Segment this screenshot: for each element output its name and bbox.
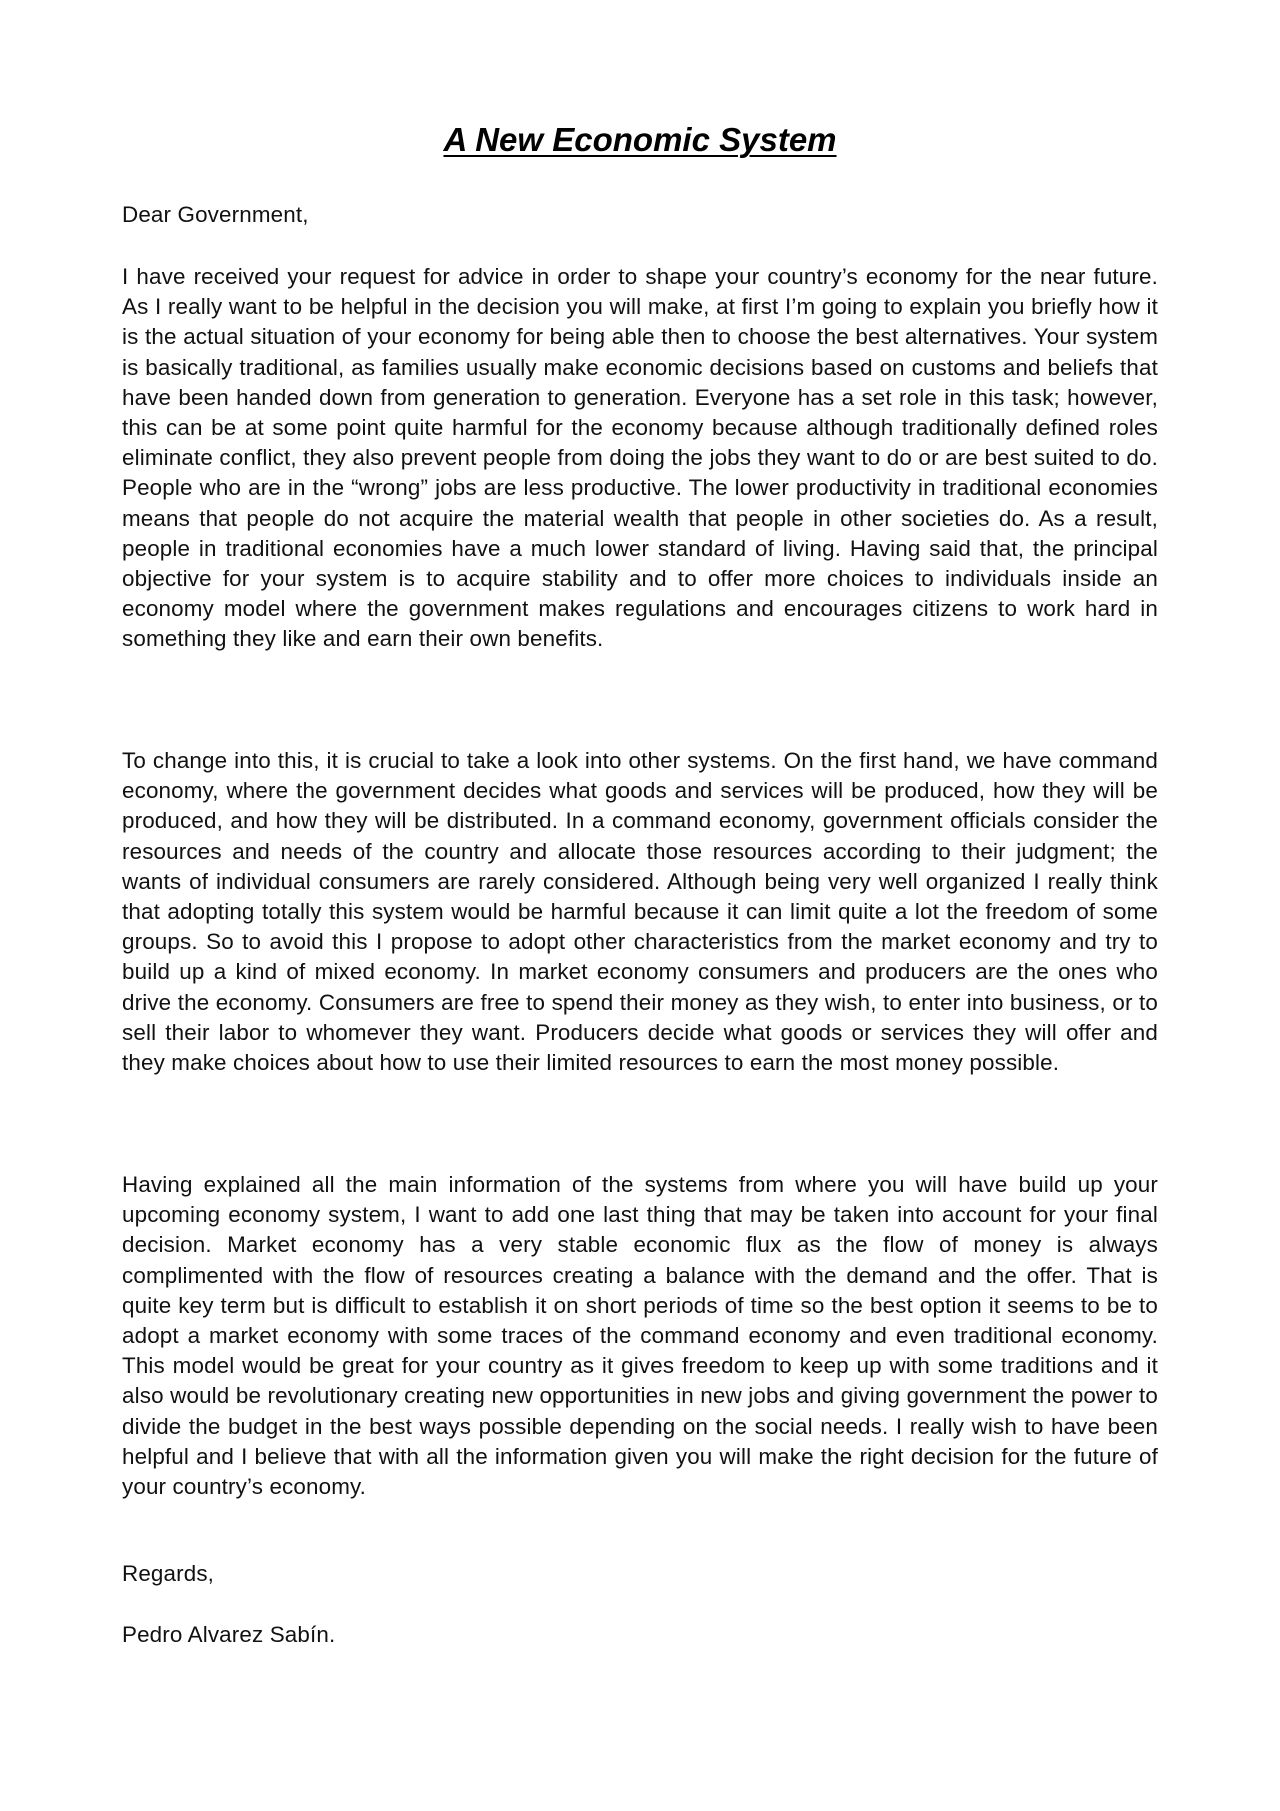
salutation: Dear Government, — [122, 202, 309, 227]
body-paragraph-1: I have received your request for advice in order to shape your country’s economy for the near future. As I really want to be helpful in the decision you will make, at first I’m going to explain you briefly how it is the actual situation of your economy for being able then to choose the best alternatives. Your system is basically traditional, as families usually make economic decisions based on customs and beliefs that have been handed down from generation to generation. Everyone has a set role in this task; however, this can be at some point quite harmful for the economy because although traditionally defined roles eliminate conflict, they also prevent people from doing the jobs they want to do or are best suited to do. People who are in the “wrong” jobs are less productive. The lower productivity in traditional economies means that people do not acquire the material wealth that people in other societies do. As a result, people in traditional economies have a much lower standard of living. Having said that, the principal objective for your system is to acquire stability and to offer more choices to individuals inside an economy model where the government makes regulations and encourages citizens to work hard in something they like and earn their own benefits. — [122, 264, 1158, 652]
body-paragraph-3: Having explained all the main information of the systems from where you will have build up your upcoming economy system, I want to add one last thing that may be taken into account for your final decision. Market economy has a very stable economic flux as the flow of money is always complimented with the flow of resources creating a balance with the demand and the offer. That is quite key term but is difficult to establish it on short periods of time so the best option it seems to be to adopt a market economy with some traces of the command economy and even traditional economy. This model would be great for your country as it gives freedom to keep up with some traditions and it also would be revolutionary creating new opportunities in new jobs and giving government the power to divide the budget in the best ways possible depending on the social needs. I really wish to have been helpful and I believe that with all the information given you will make the right decision for the future of your country’s economy. — [122, 1172, 1158, 1500]
signature: Pedro Alvarez Sabín. — [122, 1622, 336, 1647]
document-title: A New Economic System — [443, 121, 837, 158]
body-paragraph-2: To change into this, it is crucial to take a look into other systems. On the first hand, we have command economy, where the government decides what goods and services will be produced, how they will be produced, and how they will be distributed. In a command economy, government officials consider the resources and needs of the country and allocate those resources according to their judgment; the wants of individual consumers are rarely considered. Although being very well organized I really think that adopting totally this system would be harmful because it can limit quite a lot the freedom of some groups. So to avoid this I propose to adopt other characteristics from the market economy and try to build up a kind of mixed economy. In market economy consumers and producers are the ones who drive the economy. Consumers are free to spend their money as they wish, to enter into business, or to sell their labor to whomever they want. Producers decide what goods or services they will offer and they make choices about how to use their limited resources to earn the most money possible. — [122, 748, 1158, 1076]
closing-line: Regards, — [122, 1561, 215, 1586]
